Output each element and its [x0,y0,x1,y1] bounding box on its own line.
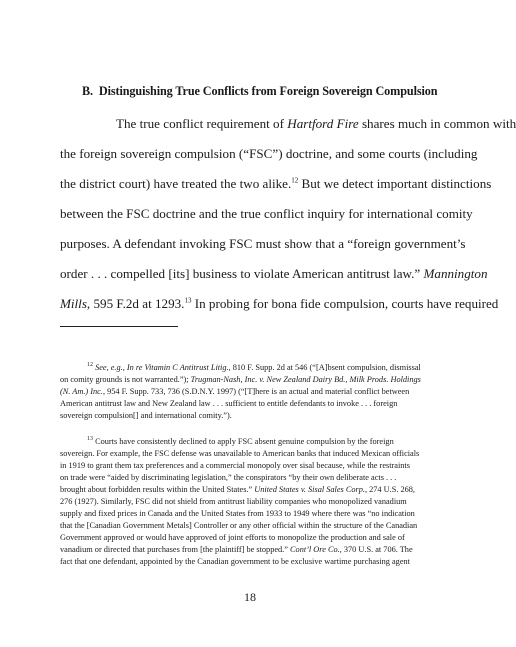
body-text-line: Mills, 595 F.2d at 1293.13 In probing for bona fide compulsion, courts have required [60,296,499,311]
footnote-13-line: that the [Canadian Government Metals] Controller or any other official within the structure of the Canadian [60,521,418,530]
footnote-13-line: Government approved or would have approved of joint efforts to monopolize the production and sale of [60,533,405,542]
body-text-line: order . . . compelled [its] business to violate American antitrust law.” Mannington [60,266,488,281]
footnote-divider [60,326,178,327]
body-text-line: The true conflict requirement of Hartford Fire shares much in common with [116,116,516,131]
footnote-13-line: supply and fixed prices in Canada and the United States from 1933 to 1949 where there was “no indication [60,509,415,518]
footnote-13-line: 276 (1927). Similarly, FSC did not shield from antitrust liability companies who monopolized vanadium [60,497,407,506]
footnote-ref-13[interactable]: 13 [184,296,192,305]
footnote-13-line: in 1919 to grant them tax preferences and a commercial monopoly over sisal because, while the restraints [60,461,410,470]
page-number: 18 [244,590,256,604]
footnote-13-line: on trade were “aided by discriminating legislation,” the conspirators “by their own deliberate acts . . . [60,473,397,482]
footnote-ref-12[interactable]: 12 [291,176,299,185]
footnote-13-line: fact that one defendant, appointed by the Canadian government to be exclusive wartime purchasing agent [60,557,410,566]
footnote-12-line: American antitrust law and New Zealand law . . . sufficient to entitle defendants to invoke . . . foreign [60,399,398,408]
footnote-12-line: $^{12}$ See, e.g., In re Vitamin C Antitrust Litig., 810 F. Supp. 2d at 546 (“[A]bsent compulsion, dismissal [87,362,421,372]
footnote-13-line: vanadium or directed that purchases from [the plaintiff] be stopped.” Cont’l Ore Co., 370 U.S. at 706. The [60,545,413,554]
footnote-13-line: brought about forbidden results within the United States.” United States v. Sisal Sales Corp., 274 U.S. 268, [60,485,415,494]
body-text-line: between the FSC doctrine and the true conflict inquiry for international comity [60,206,473,221]
footnote-12-line: sovereign compulsion[] and international comity.”). [60,411,232,420]
footnote-12-line: on comity grounds is not warranted.”); Trugman-Nash, Inc. v. New Zealand Dairy Bd., Milk Prods. Holdings [60,375,421,384]
footnote-13-line: $^{13}$ Courts have consistently declined to apply FSC absent genuine compulsion by the foreign [87,436,394,446]
footnote-12-line: (N. Am.) Inc., 954 F. Supp. 733, 736 (S.D.N.Y. 1997) (“[T]here is an actual and material conflict between [60,387,410,396]
body-text-line: the foreign sovereign compulsion (“FSC”) doctrine, and some courts (including [60,146,478,161]
body-text-line: the district court) have treated the two alike.$^{12}$ But we detect important distinctions [60,176,492,191]
section-heading: B. Distinguishing True Conflicts from Foreign Sovereign Compulsion [82,84,438,98]
body-text-line: purposes. A defendant invoking FSC must show that a “foreign government’s [60,236,466,251]
footnote-13-line: sovereign. For example, the FSC defense was unavailable to American banks that induced Mexican officials [60,449,420,458]
